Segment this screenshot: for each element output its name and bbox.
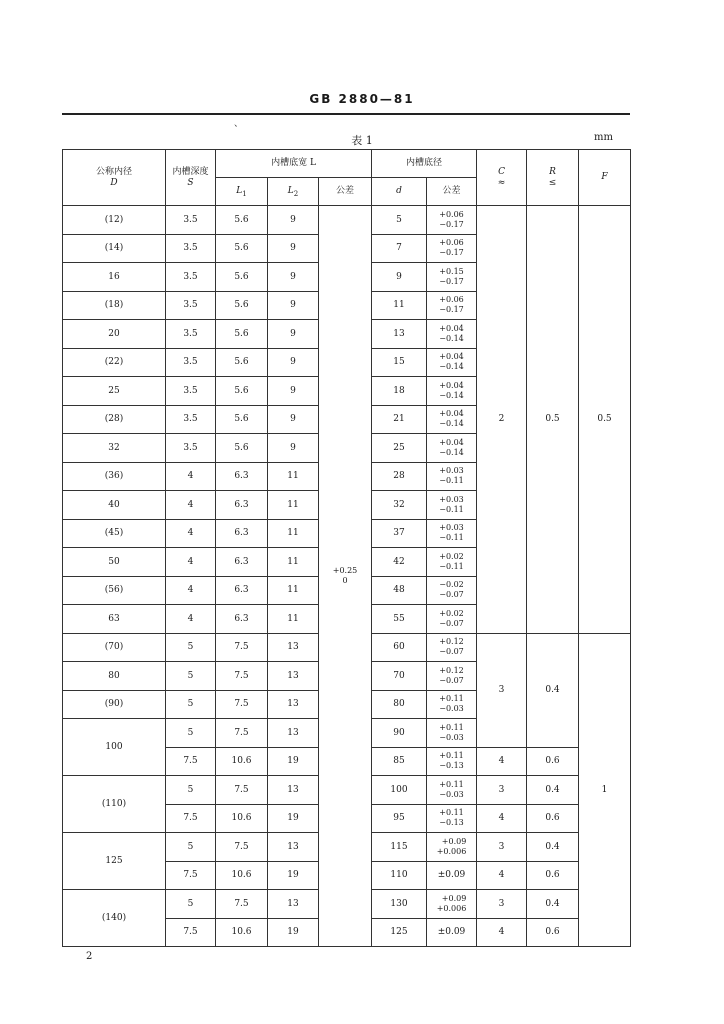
cell-groove-diameter: 32 (372, 491, 427, 520)
header-d: d (372, 178, 427, 206)
cell-l2: 13 (268, 833, 319, 862)
cell-groove-diameter: 18 (372, 377, 427, 406)
cell-groove-diameter: 85 (372, 747, 427, 776)
cell-l1: 7.5 (216, 776, 268, 805)
cell-nominal-diameter: (28) (63, 405, 166, 434)
header-rule (62, 113, 630, 115)
cell-l1: 7.5 (216, 833, 268, 862)
cell-l1: 6.3 (216, 605, 268, 634)
cell-nominal-diameter: 125 (63, 833, 166, 890)
cell-groove-diameter: 21 (372, 405, 427, 434)
cell-diameter-tolerance: +0.09 +0.006 (427, 833, 477, 862)
cell-depth: 4 (166, 548, 216, 577)
cell-nominal-diameter: (14) (63, 234, 166, 263)
cell-groove-diameter: 90 (372, 719, 427, 748)
cell-l1: 7.5 (216, 662, 268, 691)
cell-groove-diameter: 11 (372, 291, 427, 320)
cell-c: 4 (477, 747, 527, 776)
cell-diameter-tolerance: +0.06 −0.17 (427, 291, 477, 320)
cell-depth: 5 (166, 776, 216, 805)
cell-c: 4 (477, 804, 527, 833)
cell-l2: 9 (268, 291, 319, 320)
cell-c: 3 (477, 776, 527, 805)
cell-l2: 13 (268, 776, 319, 805)
cell-groove-diameter: 28 (372, 462, 427, 491)
cell-nominal-diameter: 16 (63, 263, 166, 292)
cell-nominal-diameter: 80 (63, 662, 166, 691)
cell-diameter-tolerance: +0.06 −0.17 (427, 234, 477, 263)
cell-nominal-diameter: 50 (63, 548, 166, 577)
cell-groove-diameter: 48 (372, 576, 427, 605)
cell-l1: 5.6 (216, 234, 268, 263)
cell-l1: 7.5 (216, 690, 268, 719)
cell-diameter-tolerance: +0.15 −0.17 (427, 263, 477, 292)
cell-l2: 9 (268, 348, 319, 377)
cell-groove-diameter: 55 (372, 605, 427, 634)
cell-c: 3 (477, 833, 527, 862)
cell-groove-diameter: 37 (372, 519, 427, 548)
cell-groove-diameter: 9 (372, 263, 427, 292)
cell-diameter-tolerance: +0.06 −0.17 (427, 206, 477, 235)
cell-l2: 9 (268, 206, 319, 235)
cell-depth: 3.5 (166, 320, 216, 349)
cell-diameter-tolerance: +0.02 −0.07 (427, 605, 477, 634)
cell-l2: 19 (268, 861, 319, 890)
cell-l1: 7.5 (216, 633, 268, 662)
cell-diameter-tolerance: −0.02 −0.07 (427, 576, 477, 605)
header-diameter-tolerance: 公差 (427, 178, 477, 206)
cell-groove-diameter: 110 (372, 861, 427, 890)
cell-depth: 7.5 (166, 918, 216, 947)
cell-depth: 3.5 (166, 291, 216, 320)
cell-nominal-diameter: (90) (63, 690, 166, 719)
cell-c: 4 (477, 861, 527, 890)
cell-diameter-tolerance: +0.12 −0.07 (427, 662, 477, 691)
cell-diameter-tolerance: +0.11 −0.13 (427, 804, 477, 833)
header-mark: 、 (234, 119, 244, 129)
cell-l2: 19 (268, 747, 319, 776)
cell-r: 0.6 (527, 861, 579, 890)
cell-l1: 5.6 (216, 320, 268, 349)
cell-depth: 7.5 (166, 861, 216, 890)
header-r: R ≤ (527, 150, 579, 206)
cell-diameter-tolerance: +0.04 −0.14 (427, 405, 477, 434)
cell-depth: 5 (166, 719, 216, 748)
cell-groove-diameter: 115 (372, 833, 427, 862)
cell-diameter-tolerance: +0.04 −0.14 (427, 377, 477, 406)
cell-groove-diameter: 70 (372, 662, 427, 691)
cell-groove-diameter: 125 (372, 918, 427, 947)
cell-diameter-tolerance: +0.04 −0.14 (427, 348, 477, 377)
cell-groove-diameter: 95 (372, 804, 427, 833)
cell-nominal-diameter: (70) (63, 633, 166, 662)
cell-nominal-diameter: 25 (63, 377, 166, 406)
cell-l1: 6.3 (216, 519, 268, 548)
header-nominal-diameter: 公称内径 D (63, 150, 166, 206)
cell-l2: 11 (268, 462, 319, 491)
cell-nominal-diameter: (12) (63, 206, 166, 235)
cell-c: 3 (477, 633, 527, 747)
cell-l2: 19 (268, 918, 319, 947)
cell-l1: 5.6 (216, 263, 268, 292)
cell-nominal-diameter: 40 (63, 491, 166, 520)
cell-depth: 3.5 (166, 434, 216, 463)
cell-f: 1 (579, 633, 631, 947)
cell-groove-diameter: 25 (372, 434, 427, 463)
cell-groove-diameter: 7 (372, 234, 427, 263)
cell-l1: 7.5 (216, 719, 268, 748)
cell-r: 0.6 (527, 747, 579, 776)
cell-l2: 9 (268, 377, 319, 406)
header-f: F (579, 150, 631, 206)
cell-l2: 9 (268, 234, 319, 263)
cell-depth: 5 (166, 662, 216, 691)
cell-l2: 19 (268, 804, 319, 833)
cell-depth: 3.5 (166, 377, 216, 406)
cell-l2: 9 (268, 405, 319, 434)
cell-diameter-tolerance: +0.11 −0.03 (427, 776, 477, 805)
cell-depth: 5 (166, 890, 216, 919)
cell-r: 0.4 (527, 890, 579, 919)
cell-l2: 13 (268, 633, 319, 662)
cell-r: 0.6 (527, 918, 579, 947)
table-row (63, 206, 631, 235)
cell-l1: 6.3 (216, 576, 268, 605)
cell-diameter-tolerance: +0.09 +0.006 (427, 890, 477, 919)
cell-nominal-diameter: 63 (63, 605, 166, 634)
cell-l2: 13 (268, 719, 319, 748)
cell-l1: 10.6 (216, 804, 268, 833)
cell-depth: 7.5 (166, 747, 216, 776)
cell-groove-diameter: 80 (372, 690, 427, 719)
cell-diameter-tolerance: +0.11 −0.03 (427, 690, 477, 719)
header-groove-diameter: 内槽底径 (372, 150, 477, 178)
cell-l1: 10.6 (216, 747, 268, 776)
groove-dimension-table (62, 149, 631, 947)
cell-l1: 10.6 (216, 861, 268, 890)
cell-l2: 13 (268, 890, 319, 919)
cell-groove-diameter: 15 (372, 348, 427, 377)
cell-diameter-tolerance: +0.04 −0.14 (427, 320, 477, 349)
cell-r: 0.4 (527, 633, 579, 747)
cell-diameter-tolerance: +0.02 −0.11 (427, 548, 477, 577)
cell-r: 0.4 (527, 833, 579, 862)
cell-groove-diameter: 13 (372, 320, 427, 349)
cell-f: 0.5 (579, 206, 631, 634)
cell-l2: 11 (268, 605, 319, 634)
cell-depth: 4 (166, 462, 216, 491)
cell-r: 0.5 (527, 206, 579, 634)
cell-depth: 5 (166, 833, 216, 862)
cell-depth: 3.5 (166, 348, 216, 377)
cell-r: 0.6 (527, 804, 579, 833)
table-caption: 表 1 (351, 134, 373, 147)
cell-diameter-tolerance: +0.03 −0.11 (427, 462, 477, 491)
cell-l1: 6.3 (216, 491, 268, 520)
cell-nominal-diameter: 20 (63, 320, 166, 349)
table-unit: mm (594, 132, 613, 143)
cell-l1: 10.6 (216, 918, 268, 947)
cell-depth: 3.5 (166, 263, 216, 292)
cell-l1: 7.5 (216, 890, 268, 919)
cell-l1: 6.3 (216, 462, 268, 491)
cell-l1: 6.3 (216, 548, 268, 577)
cell-nominal-diameter: (56) (63, 576, 166, 605)
cell-l1: 5.6 (216, 348, 268, 377)
standard-number: GB 2880—81 (309, 92, 415, 106)
cell-diameter-tolerance: +0.12 −0.07 (427, 633, 477, 662)
cell-depth: 3.5 (166, 405, 216, 434)
cell-l2: 9 (268, 434, 319, 463)
cell-r: 0.4 (527, 776, 579, 805)
cell-nominal-diameter: (140) (63, 890, 166, 947)
cell-l1: 5.6 (216, 206, 268, 235)
cell-nominal-diameter: (22) (63, 348, 166, 377)
cell-nominal-diameter: (110) (63, 776, 166, 833)
cell-depth: 4 (166, 576, 216, 605)
cell-groove-diameter: 130 (372, 890, 427, 919)
cell-diameter-tolerance: +0.03 −0.11 (427, 519, 477, 548)
cell-l2: 9 (268, 263, 319, 292)
header-groove-width: 内槽底宽 L (216, 150, 372, 178)
cell-nominal-diameter: (45) (63, 519, 166, 548)
cell-l2: 9 (268, 320, 319, 349)
cell-l1: 5.6 (216, 405, 268, 434)
cell-l2: 11 (268, 491, 319, 520)
header-l2: $L_2$ (268, 178, 319, 206)
header-groove-depth: 内槽深度 S (166, 150, 216, 206)
cell-diameter-tolerance: +0.04 −0.14 (427, 434, 477, 463)
cell-diameter-tolerance: +0.11 −0.03 (427, 719, 477, 748)
cell-diameter-tolerance: ±0.09 (427, 861, 477, 890)
cell-groove-diameter: 5 (372, 206, 427, 235)
cell-nominal-diameter: (18) (63, 291, 166, 320)
cell-l2: 13 (268, 662, 319, 691)
cell-nominal-diameter: 32 (63, 434, 166, 463)
cell-c: 2 (477, 206, 527, 634)
cell-depth: 4 (166, 519, 216, 548)
cell-depth: 3.5 (166, 234, 216, 263)
cell-width-tolerance: +0.25 0 (319, 206, 372, 947)
cell-depth: 5 (166, 690, 216, 719)
cell-depth: 4 (166, 491, 216, 520)
cell-depth: 7.5 (166, 804, 216, 833)
cell-groove-diameter: 60 (372, 633, 427, 662)
header-l1: $L_1$ (216, 178, 268, 206)
cell-nominal-diameter: 100 (63, 719, 166, 776)
cell-l2: 11 (268, 519, 319, 548)
cell-nominal-diameter: (36) (63, 462, 166, 491)
cell-l2: 11 (268, 576, 319, 605)
cell-l2: 11 (268, 548, 319, 577)
header-c: C ≈ (477, 150, 527, 206)
cell-l1: 5.6 (216, 377, 268, 406)
cell-depth: 3.5 (166, 206, 216, 235)
cell-c: 3 (477, 890, 527, 919)
cell-groove-diameter: 100 (372, 776, 427, 805)
cell-l2: 13 (268, 690, 319, 719)
header-width-tolerance: 公差 (319, 178, 372, 206)
cell-depth: 4 (166, 605, 216, 634)
cell-diameter-tolerance: +0.11 −0.13 (427, 747, 477, 776)
cell-c: 4 (477, 918, 527, 947)
page-number: 2 (86, 951, 93, 962)
cell-groove-diameter: 42 (372, 548, 427, 577)
cell-depth: 5 (166, 633, 216, 662)
cell-diameter-tolerance: ±0.09 (427, 918, 477, 947)
cell-l1: 5.6 (216, 434, 268, 463)
cell-l1: 5.6 (216, 291, 268, 320)
cell-diameter-tolerance: +0.03 −0.11 (427, 491, 477, 520)
